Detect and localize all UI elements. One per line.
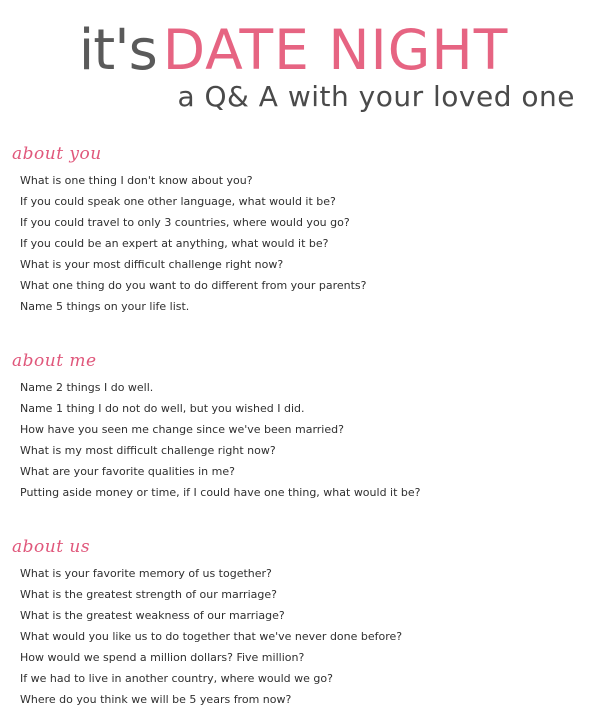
page-subtitle: a Q& A with your loved one [177,80,575,113]
section-heading-about-us: about us [12,537,91,557]
question-item: What is my most difficult challenge right now? [20,444,276,457]
question-item: Name 5 things on your life list. [20,300,190,313]
question-item: If you could travel to only 3 countries, where would you go? [20,216,350,229]
question-item: Name 1 thing I do not do well, but you wished I did. [20,402,305,415]
section-about-me [12,351,582,503]
question-item: What would you like us to do together that we've never done before? [20,630,403,643]
question-item: What one thing do you want to do different from your parents? [20,279,367,292]
question-item: Name 2 things I do well. [20,381,154,394]
question-list-about-us [12,563,582,710]
question-item: What is your favorite memory of us together? [20,567,272,580]
question-list-about-you [12,170,582,317]
page-title [28,18,559,84]
question-item: Where do you think we will be 5 years from now? [20,693,292,706]
question-item: What is one thing I don't know about you? [20,174,253,187]
question-list-about-me [12,377,582,503]
question-item: If you could speak one other language, what would it be? [20,195,336,208]
question-item: What is your most difficult challenge right now? [20,258,284,271]
question-item: Putting aside money or time, if I could have one thing, what would it be? [20,486,421,499]
section-about-you [12,144,582,317]
question-item: If you could be an expert at anything, what would it be? [20,237,329,250]
section-heading-about-you: about you [12,144,102,164]
question-item: What is the greatest weakness of our marriage? [20,609,285,622]
question-item: How have you seen me change since we've been married? [20,423,344,436]
title-its: it's [78,18,157,84]
question-item: What are your favorite qualities in me? [20,465,235,478]
question-item: If we had to live in another country, where would we go? [20,672,333,685]
section-heading-about-me: about me [12,351,97,371]
question-item: How would we spend a million dollars? Five million? [20,651,305,664]
question-item: What is the greatest strength of our marriage? [20,588,277,601]
title-date-night: DATE NIGHT [162,18,509,83]
section-about-us [12,537,582,710]
